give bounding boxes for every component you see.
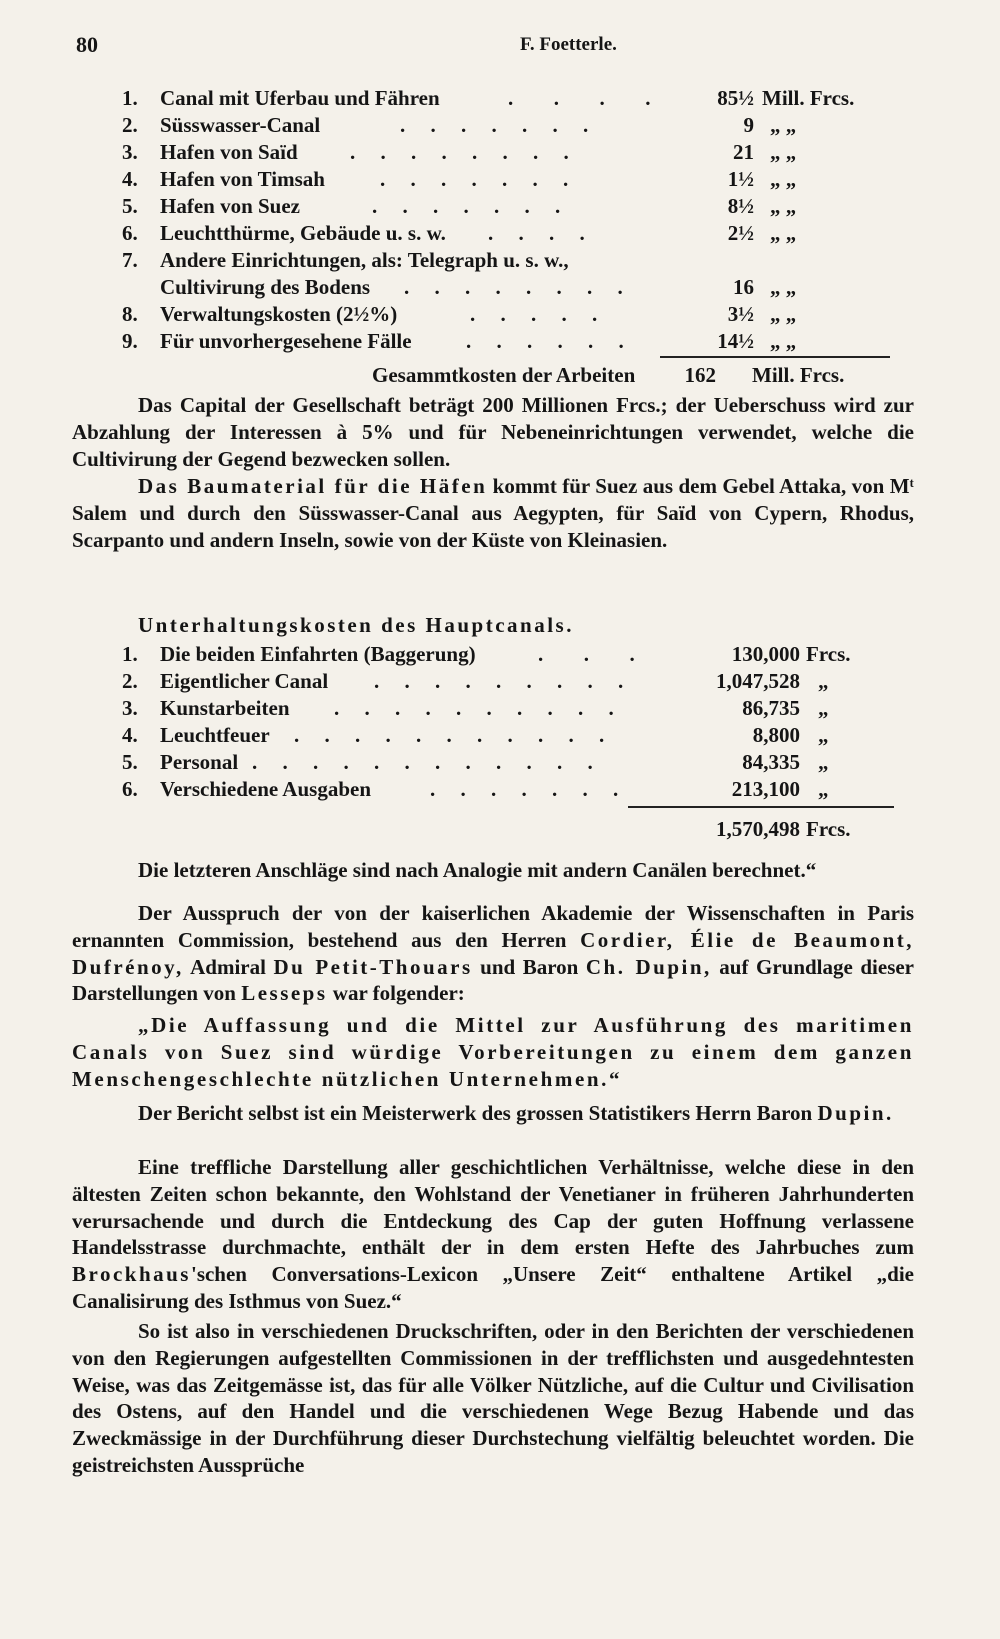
maint-row-amount: 213,100: [731, 777, 800, 801]
cost-row-label: Verwaltungskosten (2½%): [160, 302, 398, 326]
cost-row-label: Andere Einrichtungen, als: Telegraph u. s. w.,: [160, 248, 569, 272]
maint-row-label: Kunstarbeiten: [160, 696, 290, 720]
cost-row-amount: 21: [733, 140, 754, 164]
maint-row-unit: „: [818, 696, 829, 720]
maint-row-label: Eigentlicher Canal: [160, 669, 329, 693]
baumaterial-spaced-heading: Das Baumaterial für die Häfen: [138, 474, 488, 498]
cost-row-label: Leuchtthürme, Gebäude u. s. w.: [160, 221, 446, 245]
ausspruch-text-3: und Baron: [472, 954, 586, 979]
maint-row-num: 4.: [122, 723, 138, 747]
paragraph-capital: Das Capital der Gesellschaft beträgt 200 Millionen Frcs.; der Ueberschuss wird zur Abzahlung der Interessen à 5% und für Nebeneinrichtungen verwendet, welche die Cultivirung der Gegend bezwecken sollen.: [72, 393, 914, 471]
bericht-text: Der Bericht selbst ist ein Meisterwerk des grossen Statistikers Herrn Baron: [138, 1101, 818, 1125]
maint-row-amount: 130,000: [731, 642, 800, 666]
maint-total-rule: [628, 806, 894, 808]
maint-row: 1. Die beiden Einfahrten (Baggerung) . . . 130,000 Frcs.: [122, 642, 851, 666]
cost-row-label: Süsswasser-Canal: [160, 113, 321, 137]
ausspruch-text-5: war folgender:: [327, 981, 465, 1006]
cost-row-label: Canal mit Uferbau und Fähren: [160, 86, 440, 110]
cost-row-amount: 1½: [727, 167, 754, 191]
cost-row: [0, 246, 1000, 274]
cost-total-amount: 162: [684, 363, 716, 387]
cost-row-unit: „ „: [770, 221, 797, 245]
cost-row-amount: 3½: [727, 302, 754, 326]
cost-row-num: 2.: [122, 113, 138, 137]
maint-row-num: 5.: [122, 750, 138, 774]
cost-row-amount: 2½: [727, 221, 754, 245]
cost-row-amount: 9: [743, 113, 754, 137]
cost-row-num: 1.: [122, 86, 138, 110]
maint-heading-row: [0, 611, 1000, 639]
ausspruch-names-1: Cordier, Élie de Beaumont, Dufrénoy,: [72, 927, 914, 979]
cost-row: 8. Verwaltungskosten (2½%) . . . . . 3½ „ „: [122, 302, 797, 326]
cost-total-row: [0, 361, 1000, 389]
cost-row: 1. Canal mit Uferbau und Fähren . . . . 85½ Mill. Frcs.: [122, 86, 855, 110]
paragraph-analogie: Die letzteren Anschläge sind nach Analogie mit andern Canälen berechnet.“: [138, 858, 817, 882]
maint-row: 2. Eigentlicher Canal . . . . . . . . . 1,047,528 „: [122, 669, 829, 693]
darstellung-text-1: Eine treffliche Darstellung aller geschichtlichen Verhältnisse, welche diese in den ältesten Zeiten schon bekannte, den Wohlstand der Venetianer in früheren Jahrhunderten verursachende und durch die Entdeckung des Cap der guten Hoffnung verlassene Handelsstrasse durchmachte, enthält der in dem ersten Hefte des Jahrbuches zum: [72, 1155, 914, 1260]
cost-row-amount: 14½: [717, 329, 754, 353]
ausspruch-text-1: Der Ausspruch der von der kaiserlichen Akademie der Wissenschaften in Paris ernannten Commission, bestehend aus den Herren: [72, 901, 914, 952]
maint-row-unit: „: [818, 723, 829, 747]
cost-row: 6. Leuchtthürme, Gebäude u. s. w. . . . . 2½ „ „: [122, 221, 797, 245]
maint-row: 3. Kunstarbeiten . . . . . . . . . . 86,735 „: [122, 696, 829, 720]
cost-row-unit: „ „: [770, 194, 797, 218]
maint-row-unit: Frcs.: [806, 642, 851, 666]
page-header: [74, 28, 924, 68]
maint-row-unit: „: [818, 750, 829, 774]
cost-row-num: 7.: [122, 248, 138, 272]
maint-row-label: Leuchtfeuer: [160, 723, 270, 747]
page-number: 80: [76, 32, 98, 57]
maint-row-unit: „: [818, 669, 829, 693]
cost-row-unit: „ „: [770, 113, 797, 137]
maint-total-row: [0, 815, 1000, 843]
cost-row-num: 4.: [122, 167, 138, 191]
cost-row-num: 5.: [122, 194, 138, 218]
ausspruch-names-4: Lesseps: [241, 981, 328, 1006]
cost-row-num: 6.: [122, 221, 138, 245]
cost-row: 5. Hafen von Suez . . . . . . . 8½ „ „: [122, 194, 797, 218]
cost-row-num: 9.: [122, 329, 138, 353]
maint-heading: Unterhaltungskosten des Hauptcanals.: [138, 613, 574, 637]
maint-row: 5. Personal . . . . . . . . . . . . 84,335 „: [122, 750, 829, 774]
running-head: F. Foetterle.: [520, 34, 617, 55]
cost-row-num: 3.: [122, 140, 138, 164]
ausspruch-text-2: Admiral: [183, 954, 274, 979]
bericht-name: Dupin.: [817, 1101, 894, 1125]
maint-row-label: Die beiden Einfahrten (Baggerung): [160, 642, 476, 666]
cost-row-label: Für unvorhergesehene Fälle: [160, 329, 412, 353]
paragraph-ausspruch: [72, 900, 914, 1007]
ausspruch-names-2: Du Petit-Thouars: [273, 954, 473, 979]
cost-total-unit: Mill. Frcs.: [752, 363, 845, 387]
cost-row: Cultivirung des Bodens . . . . . . . . 16 „ „: [160, 275, 797, 299]
ausspruch-text-4: auf Grundlage dieser Darstellungen von: [72, 954, 915, 1006]
cost-total-rule: [660, 356, 890, 358]
cost-row: 4. Hafen von Timsah . . . . . . . 1½ „ „: [122, 167, 797, 191]
cost-row-unit: „ „: [770, 140, 797, 164]
cost-row-label: Cultivirung des Bodens: [160, 275, 371, 299]
cost-row-label: Hafen von Timsah: [160, 167, 325, 191]
paragraph-final: So ist also in verschiedenen Druckschriften, oder in den Berichten der verschiedenen von den Regierungen aufgestellten Commissionen in der trefflichsten und ausgedehntesten Weise, was das Zeitgemässe ist, das für alle Völker Nützliche, auf die Cultur und Civilisation des Ostens, auf den Handel und die verschiedenen Wege Bezug Habende und das Zweckmässige in der Durchführung dieser Durchstechung vielfältig beleuchtet worden. Die geistreichsten Aussprüche: [72, 1319, 914, 1477]
paragraph-baumaterial: [72, 473, 914, 553]
paragraph-quote: „Die Auffassung und die Mittel zur Ausführung des maritimen Canals von Suez sind würdige Vorbereitungen zu einem dem ganzen Menschengeschlechte nützlichen Unternehmen.“: [72, 1013, 914, 1091]
cost-row-label: Hafen von Saïd: [160, 140, 298, 164]
darstellung-text-2: 'schen Conversations-Lexicon „Unsere Zeit“ enthaltene Artikel „die Canalisirung des Isthmus von Suez.“: [72, 1262, 914, 1313]
baumaterial-text: kommt für Suez aus dem Gebel Attaka, von Mᵗ Salem und durch den Süsswasser-Canal aus Aegypten, für Saïd von Cypern, Rhodus, Scarpanto und andern Inseln, sowie von der Küste von Kleinasien.: [72, 474, 914, 552]
maint-row-unit: „: [818, 777, 829, 801]
maint-row-label: Verschiedene Ausgaben: [160, 777, 371, 801]
maint-row-label: Personal: [160, 750, 239, 774]
maint-total-unit: Frcs.: [806, 817, 851, 841]
cost-total-label: Gesammtkosten der Arbeiten: [372, 363, 636, 387]
maint-row-amount: 1,047,528: [716, 669, 800, 693]
paragraph-bericht: [72, 1100, 914, 1127]
maint-row-num: 6.: [122, 777, 138, 801]
maint-row-num: 3.: [122, 696, 138, 720]
maint-row-amount: 86,735: [742, 696, 800, 720]
ausspruch-names-3: Ch. Dupin,: [585, 954, 712, 979]
cost-row-unit: Mill. Frcs.: [762, 86, 855, 110]
cost-row-unit: „ „: [770, 167, 797, 191]
maint-row: 6. Verschiedene Ausgaben . . . . . . . 213,100 „: [122, 777, 829, 801]
cost-row-num: 8.: [122, 302, 138, 326]
cost-row: 9. Für unvorhergesehene Fälle . . . . . . 14½ „ „: [122, 329, 797, 353]
maint-row-amount: 8,800: [752, 723, 800, 747]
cost-row-amount: 85½: [717, 86, 754, 110]
darstellung-name: Brockhaus: [72, 1262, 191, 1287]
maint-total-amount: 1,570,498: [716, 817, 800, 841]
cost-row-unit: „ „: [770, 302, 797, 326]
paragraph-darstellung: [72, 1154, 914, 1315]
maint-row-num: 1.: [122, 642, 138, 666]
cost-row: 2. Süsswasser-Canal . . . . . . . 9 „ „: [122, 113, 797, 137]
cost-row-amount: 8½: [727, 194, 754, 218]
maint-row: 4. Leuchtfeuer . . . . . . . . . . . 8,800 „: [122, 723, 829, 747]
cost-row-unit: „ „: [770, 275, 797, 299]
cost-row-label: Hafen von Suez: [160, 194, 301, 218]
cost-row-amount: 16: [733, 275, 754, 299]
maint-row-num: 2.: [122, 669, 138, 693]
maint-row-amount: 84,335: [742, 750, 800, 774]
cost-row-unit: „ „: [770, 329, 797, 353]
cost-row: 3. Hafen von Saïd . . . . . . . . 21 „ „: [122, 140, 797, 164]
